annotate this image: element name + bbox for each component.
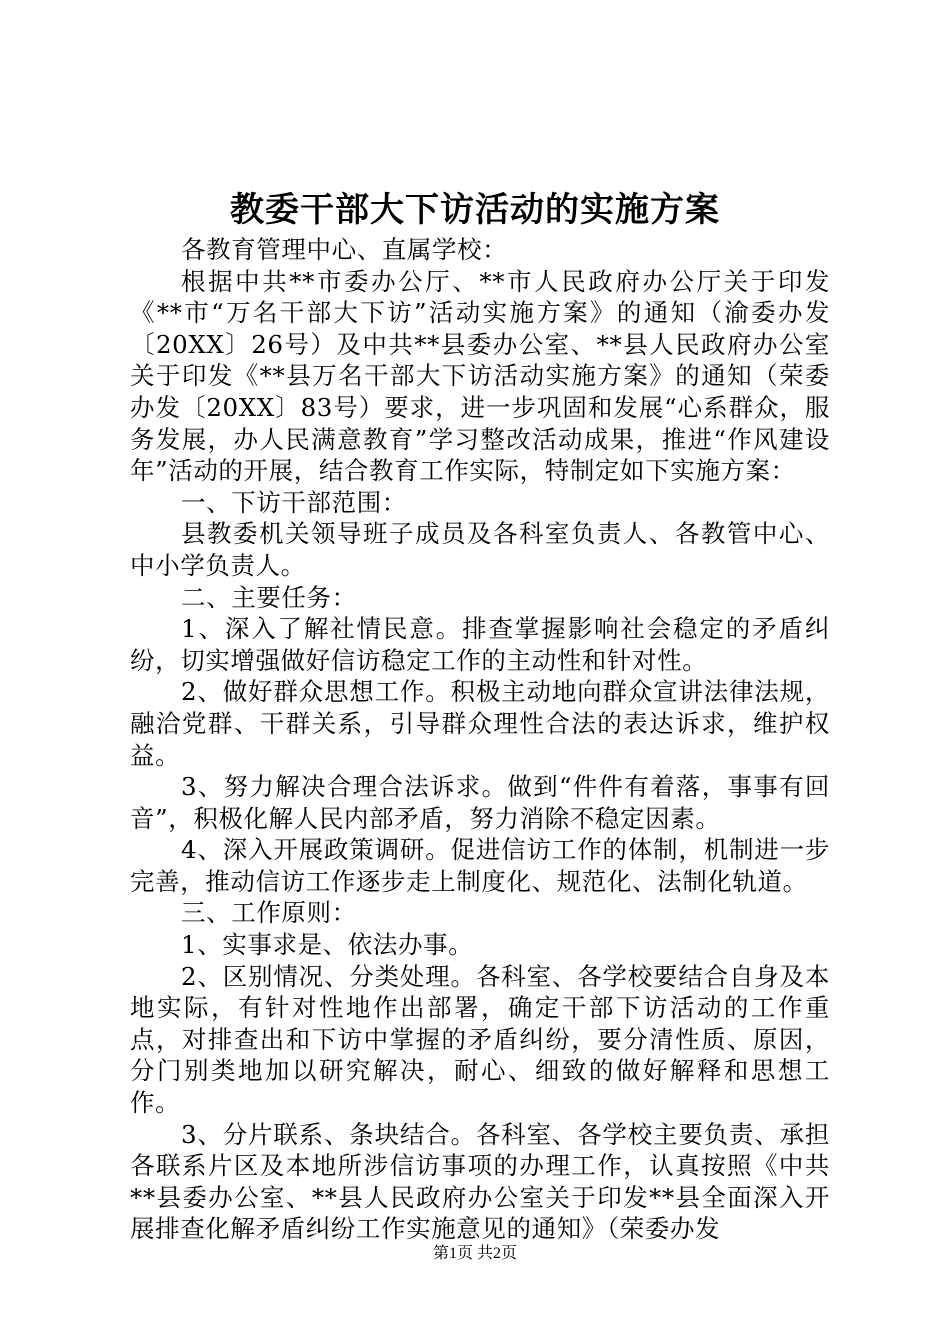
document-title: 教委干部大下访活动的实施方案 [230,190,720,230]
list-item: 3、分片联系、条块结合。各科室、各学校主要负责、承担各联系片区及本地所涉信访事项的办理工作，认真按照《中共**县委办公室、**县人民政府办公室关于印发**县全面深入开展排查化解矛盾纠纷工作实施意见的通知》（荣委办发 [130,1119,830,1244]
list-item: 2、做好群众思想工作。积极主动地向群众宣讲法律法规，融洽党群、干群关系，引导群众理性合法的表达诉求，维护权益。 [130,677,830,770]
section-heading: 三、工作原则： [181,898,357,928]
page-number: 第1页 共2页 [432,1245,517,1262]
list-item: 2、区别情况、分类处理。各科室、各学校要结合自身及本地实际，有针对性地作出部署，确定干部下访活动的工作重点，对排查出和下访中掌握的矛盾纠纷，要分清性质、原因，分门别类地加以研究解决，耐心、细致的做好解释和思想工作。 [130,961,830,1118]
section-heading: 一、下访干部范围： [181,487,407,517]
paragraph: 根据中共**市委办公厅、**市人民政府办公厅关于印发《**市“万名干部大下访”活动实施方案》的通知（渝委办发〔20XX〕26号）及中共**县委办公室、**县人民政府办公室关于印发《**县万名干部大下访活动实施方案》的通知（荣委办发〔20XX〕83号）要求，进一步巩固和发展“心系群众，服务发展，办人民满意教育”学习整改活动成果，推进“作风建设年”活动的开展，结合教育工作实际，特制定如下实施方案： [130,266,830,486]
salutation: 各教育管理中心、直属学校： [181,235,508,264]
list-item: 4、深入开展政策调研。促进信访工作的体制，机制进一步完善，推动信访工作逐步走上制度化、规范化、法制化轨道。 [130,835,830,896]
document-body [130,234,830,1245]
paragraph: 县教委机关领导班子成员及各科室负责人、各教管中心、中小学负责人。 [130,519,830,580]
section-heading: 二、主要任务： [181,582,357,612]
list-item: 3、努力解决合理合法诉求。做到“件件有着落，事事有回音”，积极化解人民内部矛盾，努力消除不稳定因素。 [130,772,830,833]
list-item: 1、深入了解社情民意。排查掌握影响社会稳定的矛盾纠纷，切实增强做好信访稳定工作的主动性和针对性。 [130,614,830,675]
list-item: 1、实事求是、依法办事。 [181,930,474,960]
